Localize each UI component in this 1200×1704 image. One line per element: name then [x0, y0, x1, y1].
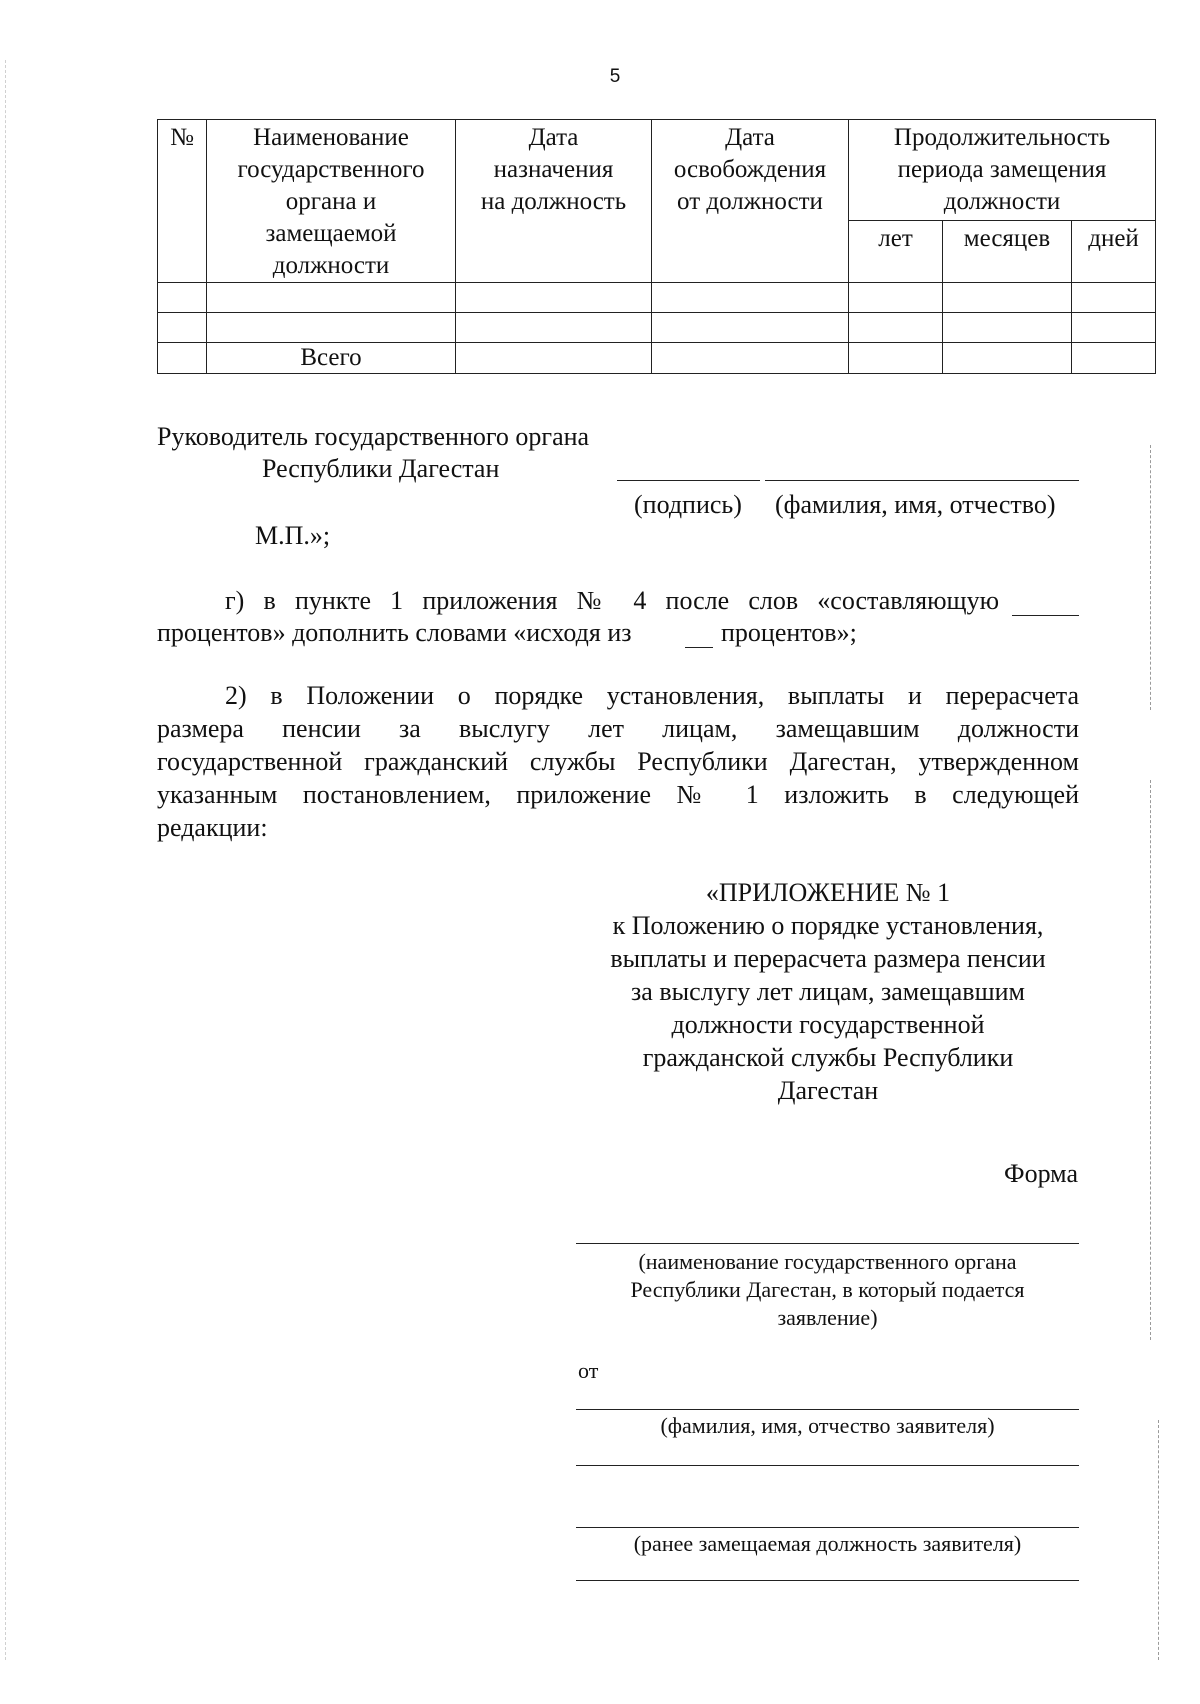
paragraph-2-line1: 2) в Положении о порядке установления, выплаты и перерасчета	[225, 681, 1079, 710]
header-months: месяцев	[943, 221, 1072, 283]
signature-line	[617, 480, 760, 481]
name-caption: (фамилия, имя, отчество)	[775, 490, 1056, 519]
service-period-table	[157, 119, 1156, 374]
appendix-line: к Положению о порядке установления,	[612, 911, 1044, 940]
stamp-label: М.П.»;	[255, 521, 331, 550]
head-title-line2: Республики Дагестан	[262, 454, 500, 483]
page-number: 5	[609, 66, 621, 87]
paragraph-g-line2a: процентов» дополнить словами «исходя из	[157, 618, 632, 647]
header-number: №	[158, 120, 207, 283]
appendix-title: «ПРИЛОЖЕНИЕ № 1	[705, 878, 951, 907]
scan-margin-mark	[1150, 780, 1151, 1340]
header-duration: Продолжительность периода замещения должности	[849, 120, 1156, 221]
header-release-date: Дата освобождения от должности	[652, 120, 849, 283]
percent-blank-2	[685, 647, 713, 648]
scan-margin-mark	[1150, 445, 1151, 710]
paragraph-2-line4: указанным постановлением, приложение № 1 изложить в следующей	[157, 780, 1079, 809]
head-title-line1: Руководитель государственного органа	[157, 422, 590, 451]
form-label: Форма	[1004, 1159, 1078, 1188]
scan-margin-mark	[1158, 1420, 1159, 1660]
scan-margin-mark	[5, 60, 6, 1660]
applicant-name-line	[576, 1409, 1079, 1410]
table-row	[158, 283, 1156, 313]
applicant-caption: (фамилия, имя, отчество заявителя)	[660, 1413, 995, 1438]
paragraph-g-line1: г) в пункте 1 приложения № 4 после слов «составляющую	[225, 586, 999, 615]
paragraph-2-line5: редакции:	[157, 813, 268, 842]
percent-blank-1	[1012, 615, 1079, 616]
table-total-row	[158, 343, 1156, 374]
appendix-line: за выслугу лет лицам, замещавшим	[631, 977, 1025, 1006]
organ-caption: (наименование государственного органа Республики Дагестан, в который подается заявление)	[630, 1249, 1025, 1330]
paragraph-2-line2: размера пенсии за выслугу лет лицам, замещавшим должности	[157, 714, 1079, 743]
appendix-line: выплаты и перерасчета размера пенсии	[610, 944, 1046, 973]
position-extra-line	[576, 1580, 1079, 1581]
from-label: от	[578, 1358, 599, 1383]
table-row	[158, 313, 1156, 343]
appendix-line: гражданской службы Республики	[642, 1043, 1014, 1072]
position-line	[576, 1527, 1079, 1528]
signature-caption: (подпись)	[634, 490, 742, 519]
header-years: лет	[849, 221, 943, 283]
organ-name-line	[576, 1243, 1079, 1244]
paragraph-2-line3: государственной гражданский службы Республики Дагестан, утвержденном	[157, 747, 1079, 776]
appendix-line: должности государственной	[671, 1010, 985, 1039]
position-caption: (ранее замещаемая должность заявителя)	[633, 1531, 1022, 1556]
paragraph-g-line2b: процентов»;	[721, 618, 857, 647]
header-organ-position: Наименование государственного органа и замещаемой должности	[207, 120, 456, 283]
appendix-line: Дагестан	[777, 1076, 879, 1105]
header-days: дней	[1072, 221, 1156, 283]
header-appointment-date: Дата назначения на должность	[456, 120, 652, 283]
name-line	[765, 480, 1079, 481]
applicant-extra-line	[576, 1465, 1079, 1466]
total-label: Всего	[207, 343, 456, 374]
